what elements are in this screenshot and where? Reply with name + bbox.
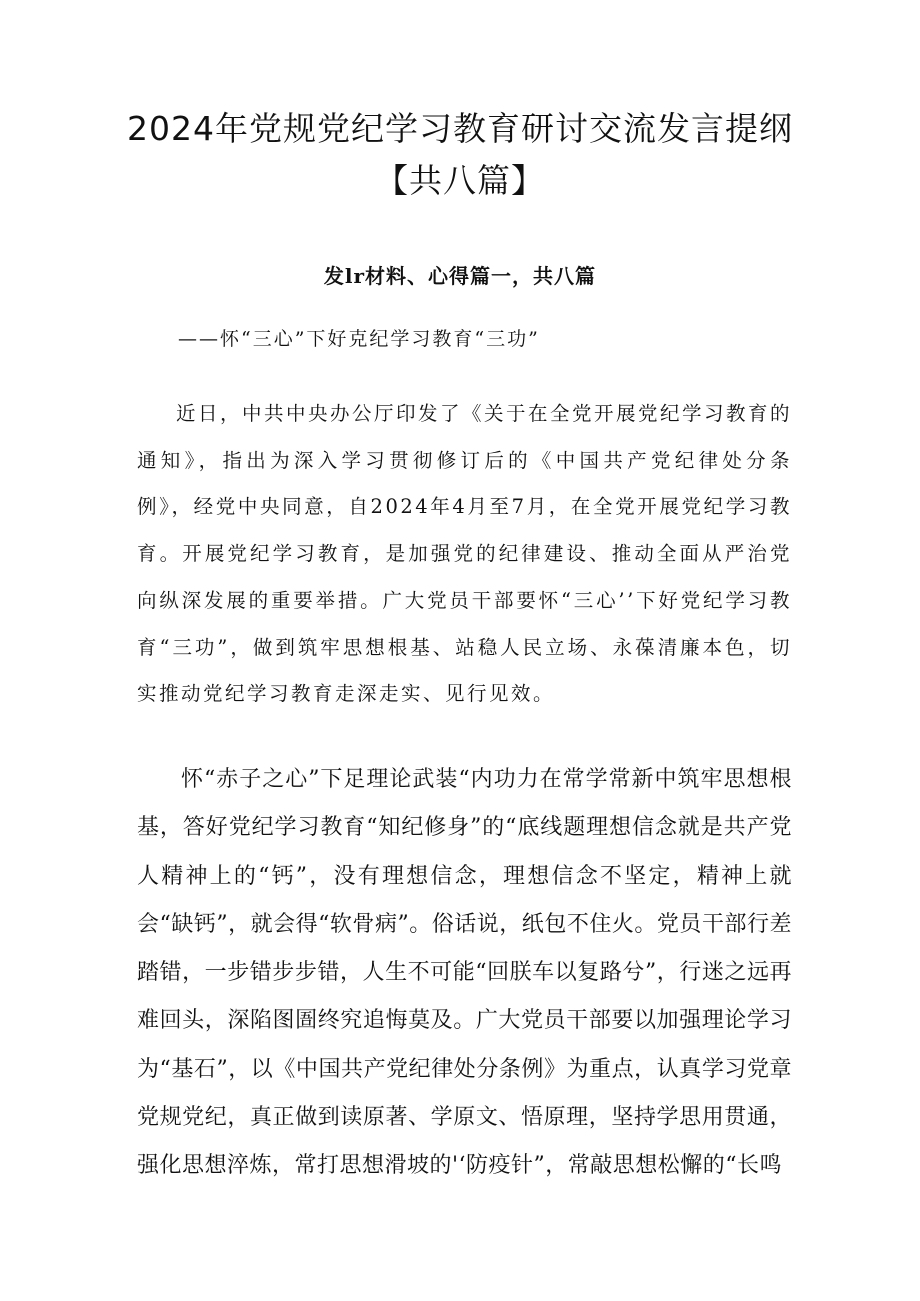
document-title: 2024年党规党纪学习教育研讨交流发言提纲【共八篇】 — [127, 109, 793, 200]
body-paragraph-2: 怀“赤子之心”下足理论武装“内功力在常学常新中筑牢思想根基，答好党纪学习教育“知纪修身”的“底线题理想信念就是共产党人精神上的“钙”，没有理想信念，理想信念不坚定，精神上就会“缺钙”，就会得“软骨病”。俗话说，纸包不住火。党员干部行差踏错，一步错步步错，人生不可能“回朕车以复路兮”，行迷之远再难回头，深陷图圄终究追悔莫及。广大党员干部要以加强理论学习为“基石”，以《中国共产党纪律处分条例》为重点，认真学习党章党规党纪，真正做到读原著、学原文、悟原理，坚持学思用贯通，强化思想淬炼，常打思想滑坡的'‘防疫针”，常敲思想松懈的“长鸣 — [137, 767, 792, 1179]
section-subtitle: ——怀“三心”下好克纪学习教育“三功” — [178, 328, 540, 350]
body-paragraph-1: 近日，中共中央办公厅印发了《关于在全党开展党纪学习教育的通知》，指出为深入学习贯彻修订后的《中国共产党纪律处分条例》，经党中央同意，自2024年4月至7月，在全党开展党纪学习教育。开展党纪学习教育，是加强党的纪律建设、推动全面从严治党向纵深发展的重要举措。广大党员干部要怀“三心’’下好党纪学习教育“三功”，做到筑牢思想根基、站稳人民立场、永葆清廉本色，切实推动党纪学习教育走深走实、见行见效。 — [137, 402, 793, 706]
section-heading: 发lr材料、心得篇一，共八篇 — [323, 264, 597, 288]
